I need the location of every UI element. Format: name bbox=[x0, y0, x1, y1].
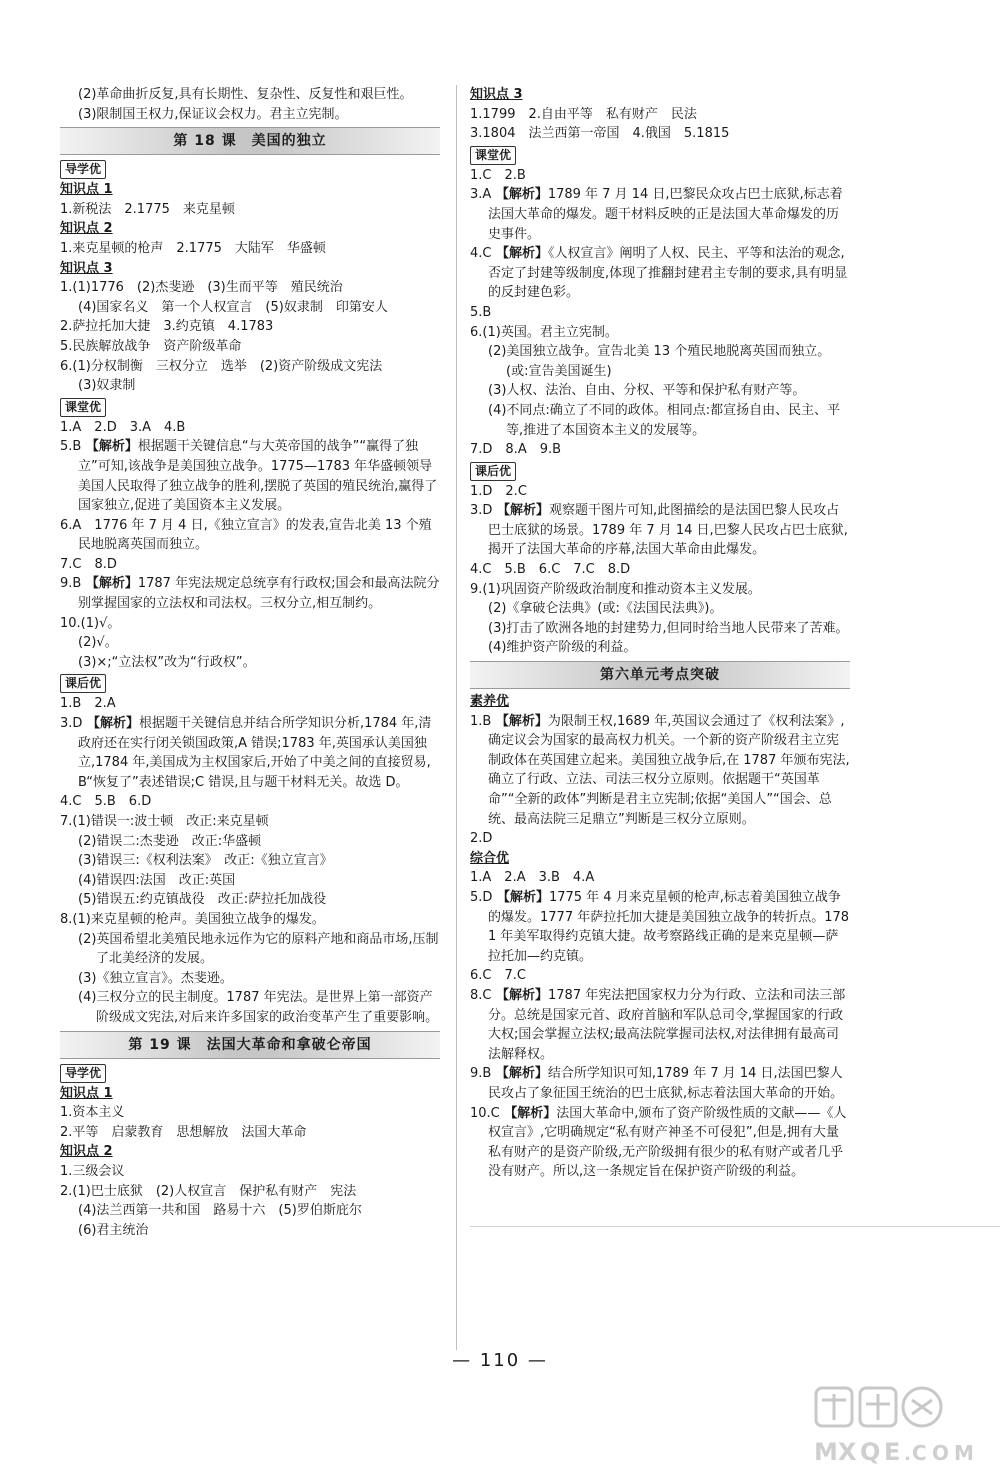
analysis-label: 【解析】 bbox=[491, 1066, 548, 1082]
answer-line: (2)错误二:杰斐逊 改正:华盛顿 bbox=[78, 833, 262, 849]
page-number: — 110 — bbox=[452, 1350, 548, 1371]
knowledge-point-label: 知识点 1 bbox=[60, 1085, 113, 1101]
analysis-label: 【解析】 bbox=[491, 187, 548, 203]
answer-line: (2)《拿破仑法典》(或:《法国民法典》)。 bbox=[488, 601, 723, 617]
section-tag-row bbox=[60, 1062, 440, 1084]
answer-line: 6.(1)英国。君主立宪制。 bbox=[470, 324, 618, 340]
answer-number: 3.A bbox=[470, 187, 492, 203]
answer-analysis bbox=[470, 1064, 850, 1103]
analysis-label: 【解析】 bbox=[492, 889, 549, 905]
answer-line: (2)美国独立战争。宣告北美 13 个殖民地脱离英国而独立。(或:宣告美国诞生) bbox=[488, 344, 831, 379]
answer-line: 1.1799 2.自由平等 私有财产 民法 bbox=[470, 106, 697, 122]
answer-analysis bbox=[60, 714, 440, 792]
answer-line: 4.C 5.B 6.D bbox=[60, 794, 152, 810]
svg-text:.: . bbox=[904, 1444, 911, 1465]
answer-number: 8.C bbox=[470, 987, 492, 1003]
answer-line: (2)革命曲折反复,具有长期性、复杂性、反复性和艰巨性。 bbox=[78, 87, 413, 102]
answer-analysis bbox=[470, 712, 850, 830]
answer-line: 1.C 2.B bbox=[470, 167, 526, 183]
section-tag-row bbox=[60, 158, 440, 180]
answer-line: (4)国家名义 第一个人权宣言 (5)奴隶制 印第安人 bbox=[78, 299, 388, 315]
answer-number: 5.B bbox=[60, 439, 82, 455]
answer-line: 1.A 2.A 3.B 4.A bbox=[470, 870, 595, 886]
section-tag-row bbox=[470, 144, 850, 166]
svg-text:C: C bbox=[912, 1441, 927, 1465]
answer-line: 2.萨拉托加大捷 3.约克镇 4.1783 bbox=[60, 319, 274, 335]
section-tag: 课后优 bbox=[60, 674, 106, 693]
watermark-logo bbox=[808, 1382, 978, 1466]
column-divider bbox=[456, 85, 457, 1350]
knowledge-point-heading bbox=[60, 1084, 440, 1104]
lesson-title-bar: 第 18 课 美国的独立 bbox=[60, 127, 440, 155]
knowledge-point-label: 知识点 2 bbox=[60, 1144, 113, 1160]
answer-line: 5.民族解放战争 资产阶级革命 bbox=[60, 338, 242, 354]
answer-line: 8.(1)来克星顿的枪声。美国独立战争的爆发。 bbox=[60, 911, 325, 927]
answer-line: 5.B bbox=[470, 304, 492, 320]
watermark-svg bbox=[808, 1382, 978, 1466]
answer-line: (4)错误四:法国 改正:英国 bbox=[78, 872, 236, 888]
analysis-text: 法国大革命中,颁布了资产阶级性质的文献——《人权宣言》,它明确规定“私有财产神圣不可侵犯”,但是,拥有大量私有财产的是资产阶级,无产阶级拥有很少的私有财产或者几乎没有财产。所以,这一条规定旨在保护资产阶级的利益。 bbox=[488, 1105, 847, 1180]
answer-line: 1.(1)1776 (2)杰斐逊 (3)生而平等 殖民统治 bbox=[60, 280, 343, 296]
section-tag: 导学优 bbox=[60, 1064, 106, 1083]
section-tag: 课堂优 bbox=[470, 146, 516, 165]
answer-line: 9.(1)巩固资产阶级政治制度和推动资本主义发展。 bbox=[470, 581, 761, 597]
analysis-text: 1775 年 4 月来克星顿的枪声,标志着美国独立战争的爆发。1777 年萨拉托加大捷是美国独立战争的转折点。1781 年美军取得约克镇大捷。故考察路线正确的是来克星顿—萨拉托加—约克镇。 bbox=[488, 889, 850, 964]
answer-line: 1.资本主义 bbox=[60, 1105, 125, 1121]
answer-line: (2)英国希望北美殖民地永远作为它的原料产地和商品市场,压制了北美经济的发展。 bbox=[78, 931, 439, 967]
answer-number: 5.D bbox=[470, 889, 493, 905]
answer-line: (3)×;“立法权”改为“行政权”。 bbox=[78, 654, 256, 670]
answer-line: 7.(1)错误一:波士顿 改正:来克星顿 bbox=[60, 814, 269, 829]
knowledge-point-label: 知识点 3 bbox=[470, 87, 523, 102]
answer-line: 7.D 8.A 9.B bbox=[470, 442, 562, 458]
knowledge-point-label: 素养优 bbox=[470, 694, 510, 710]
answer-line: 1.B 2.A bbox=[60, 696, 116, 712]
svg-text:Q: Q bbox=[860, 1438, 881, 1466]
analysis-label: 【解析】 bbox=[491, 987, 549, 1003]
right-column bbox=[470, 85, 850, 1182]
analysis-text: 1787 年宪法规定总统享有行政权;国会和最高法院分别掌握国家的立法权和司法权。三权分立,相互制约。 bbox=[78, 576, 440, 612]
answer-line: 1.A 2.D 3.A 4.B bbox=[60, 419, 186, 435]
answer-number: 3.D bbox=[470, 503, 493, 519]
section-tag-row bbox=[470, 460, 850, 482]
analysis-label: 【解析】 bbox=[491, 246, 549, 262]
answer-line: (6)君主统治 bbox=[78, 1222, 149, 1238]
analysis-label: 【解析】 bbox=[492, 503, 549, 519]
knowledge-point-label: 知识点 1 bbox=[60, 182, 113, 198]
analysis-text: 1789 年 7 月 14 日,巴黎民众攻占巴士底狱,标志着法国大革命的爆发。题干材料反映的正是法国大革命爆发的历史事件。 bbox=[488, 187, 843, 242]
section-tag: 导学优 bbox=[60, 160, 106, 179]
answer-line: (4)三权分立的民主制度。1787 年宪法。是世界上第一部资产阶级成文宪法,对后来许多国家的政治变革产生了重要影响。 bbox=[78, 990, 439, 1025]
analysis-text: 1787 年宪法把国家权力分为行政、立法和司法三部分。总统是国家元首、政府首脑和军队总司令,掌握国家的行政大权;国会掌握立法权;最高法院掌握司法权,对法律拥有最高司法解释权。 bbox=[488, 987, 846, 1062]
section-tag: 课后优 bbox=[470, 462, 516, 481]
answer-number: 9.B bbox=[470, 1066, 492, 1082]
answer-analysis bbox=[470, 888, 850, 966]
answer-line: (3)限制国王权力,保证议会权力。君主立宪制。 bbox=[78, 106, 348, 122]
answer-analysis bbox=[470, 986, 850, 1064]
svg-text:M: M bbox=[814, 1438, 838, 1466]
knowledge-point-heading bbox=[60, 219, 440, 239]
svg-text:M: M bbox=[954, 1441, 974, 1465]
answer-line: 6.A 1776 年 7 月 4 日,《独立宣言》的发表,宣告北美 13 个殖民地脱离英国而独立。 bbox=[60, 517, 432, 553]
answer-analysis bbox=[60, 574, 440, 613]
analysis-text: 结合所学知识可知,1789 年 7 月 14 日,法国巴黎人民攻占了象征国王统治的巴士底狱,标志着法国大革命的开始。 bbox=[488, 1066, 844, 1101]
left-column bbox=[60, 85, 440, 1240]
answer-number: 4.C bbox=[470, 246, 492, 262]
answer-number: 3.D bbox=[60, 716, 83, 732]
answer-line: 2.(1)巴士底狱 (2)人权宣言 保护私有财产 宪法 bbox=[60, 1183, 357, 1199]
answer-line: (4)法兰西第一共和国 路易十六 (5)罗伯斯庇尔 bbox=[78, 1203, 362, 1219]
answer-analysis bbox=[470, 185, 850, 244]
svg-text:O: O bbox=[932, 1441, 950, 1465]
answer-line: 10.(1)√。 bbox=[60, 615, 121, 631]
section-tag: 课堂优 bbox=[60, 398, 106, 417]
analysis-label: 【解析】 bbox=[499, 1105, 557, 1121]
knowledge-point-heading bbox=[60, 1142, 440, 1162]
answer-line: (4)维护资产阶级的利益。 bbox=[488, 640, 637, 656]
answer-analysis bbox=[470, 1104, 850, 1182]
analysis-text: 《人权宣言》阐明了人权、民主、平等和法治的观念,否定了封建等级制度,体现了推翻封建君主专制的要求,具有明显的反封建色彩。 bbox=[488, 246, 848, 301]
svg-text:E: E bbox=[884, 1438, 901, 1466]
answer-line: 1.D 2.C bbox=[470, 483, 527, 499]
knowledge-point-label: 知识点 2 bbox=[60, 221, 113, 237]
svg-text:X: X bbox=[838, 1438, 857, 1466]
answer-line: 4.C 5.B 6.C 7.C 8.D bbox=[470, 562, 631, 578]
analysis-text: 观察题干图片可知,此图描绘的是法国巴黎人民攻占巴士底狱的场景。1789 年 7 月 14 日,巴黎人民攻占巴士底狱,揭开了法国大革命的序幕,法国大革命由此爆发。 bbox=[488, 503, 848, 558]
knowledge-point-heading bbox=[470, 85, 850, 105]
answer-analysis bbox=[60, 437, 440, 515]
answer-line: 7.C 8.D bbox=[60, 556, 117, 572]
analysis-label: 【解析】 bbox=[81, 439, 138, 455]
knowledge-point-heading bbox=[470, 849, 850, 869]
answer-line: (2)√。 bbox=[78, 635, 118, 651]
answer-line: (3)人权、法治、自由、分权、平等和保护私有财产等。 bbox=[488, 383, 806, 399]
answer-line: (3)奴隶制 bbox=[78, 378, 136, 394]
answer-line: 3.1804 法兰西第一帝国 4.俄国 5.1815 bbox=[470, 126, 730, 142]
analysis-text: 根据题干关键信息并结合所学知识分析,1784 年,清政府还在实行闭关锁国政策,A 错误;1783 年,英国承认美国独立,1784 年,美国成为主权国家后,开始了中美之间的直接贸易,B“恢复了”表述错误;C 错误,且与题干材料无关。故选 D。 bbox=[78, 716, 432, 790]
answer-line: (3)《独立宣言》。杰斐逊。 bbox=[78, 970, 233, 986]
answer-line: 1.来克星顿的枪声 2.1775 大陆军 华盛顿 bbox=[60, 240, 326, 256]
knowledge-point-heading bbox=[60, 180, 440, 200]
answer-analysis bbox=[470, 244, 850, 303]
answer-line: 1.三级会议 bbox=[60, 1163, 125, 1179]
answer-line: (3)错误三:《权利法案》 改正:《独立宣言》 bbox=[78, 853, 333, 869]
answer-line: 6.(1)分权制衡 三权分立 选举 (2)资产阶级成文宪法 bbox=[60, 358, 383, 374]
answer-number: 10.C bbox=[470, 1105, 500, 1121]
answer-line: 1.新税法 2.1775 来克星顿 bbox=[60, 201, 235, 217]
answer-line: 2.平等 启蒙教育 思想解放 法国大革命 bbox=[60, 1124, 307, 1140]
answer-line: 2.D bbox=[470, 831, 493, 847]
answer-number: 1.B bbox=[470, 713, 492, 729]
lesson-title-bar: 第 19 课 法国大革命和拿破仑帝国 bbox=[60, 1031, 440, 1059]
knowledge-point-heading bbox=[470, 692, 850, 712]
analysis-label: 【解析】 bbox=[491, 713, 548, 729]
analysis-label: 【解析】 bbox=[81, 576, 138, 592]
section-tag-row bbox=[60, 396, 440, 418]
rule-line bbox=[470, 1226, 1000, 1227]
knowledge-point-heading bbox=[60, 259, 440, 279]
analysis-text: 为限制王权,1689 年,英国议会通过了《权利法案》,确定议会为国家的最高权力机关。一个新的资产阶级君主立宪制政体在英国建立起来。美国独立战争后,在 1787 年颁布宪法,确立了行政、立法、司法三权分立原则。依据题干“英国革命”“全新的政体”判断是君主立宪制;依据“美国人”“国会、总统、最高法院三足鼎立”判断是三权分立原则。 bbox=[488, 713, 850, 827]
answer-line: (3)打击了欧洲各地的封建势力,但同时给当地人民带来了苦难。 bbox=[488, 620, 849, 636]
answer-analysis bbox=[470, 501, 850, 560]
answer-line: (4)不同点:确立了不同的政体。相同点:都宣扬自由、民主、平等,推进了本国资本主义的发展等。 bbox=[488, 402, 841, 438]
section-tag-row bbox=[60, 672, 440, 694]
analysis-label: 【解析】 bbox=[82, 716, 139, 732]
lesson-title-bar: 第六单元考点突破 bbox=[470, 661, 850, 689]
answer-line: 6.C 7.C bbox=[470, 968, 526, 984]
answer-number: 9.B bbox=[60, 576, 82, 592]
answer-line: (5)错误五:约克镇战役 改正:萨拉托加战役 bbox=[78, 892, 327, 908]
analysis-text: 根据题干关键信息“与大英帝国的战争”“赢得了独立”可知,该战争是美国独立战争。1775—1783 年华盛顿领导美国人民取得了独立战争的胜利,摆脱了英国的殖民统治,赢得了国家独立,促进了美国资本主义发展。 bbox=[78, 439, 438, 514]
knowledge-point-label: 综合优 bbox=[470, 850, 510, 866]
knowledge-point-label: 知识点 3 bbox=[60, 260, 113, 276]
